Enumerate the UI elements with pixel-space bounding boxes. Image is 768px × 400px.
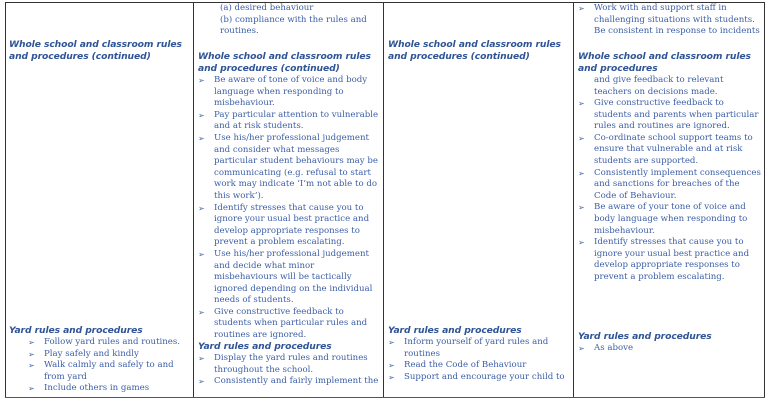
list-item: ➢ Be aware of tone of voice and body language when responding to misbehaviour.	[198, 75, 368, 109]
continued-text: (a) desired behaviour (b) compliance with the rules and routines.	[220, 3, 367, 37]
list-item: ➢ Consistently and fairly implement the	[198, 376, 379, 387]
list-item: ➢ Play safely and kindly	[28, 348, 139, 359]
continued-text: and give feedback to relevant teachers on decisions made.	[594, 75, 724, 97]
list-item: ➢ Pay particular attention to vulnerable and at risk students.	[198, 109, 379, 132]
list-item: ➢ Inform yourself of yard rules and routines	[388, 337, 549, 359]
arrow-bullet-icon: ➢	[578, 238, 585, 248]
list-item: ➢ Give constructive feedback to students and parents when particular rules and routines are ignored.	[578, 98, 759, 132]
section-heading-yard: Yard rules and procedures	[9, 325, 143, 336]
list-item: ➢ Use his/her professional judgement and consider what messages particular student behaviours may be communicating (e.g. refusal to start work may indicate ‘I’m not able to do this work’).	[198, 132, 378, 201]
arrow-bullet-icon: ➢	[578, 4, 585, 13]
section-heading-whole-school: Whole school and classroom rules and procedures (continued)	[198, 51, 371, 74]
list-item: ➢ Support and encourage your child to	[388, 371, 565, 382]
section-heading-whole-school: Whole school and classroom rules and procedures (continued)	[9, 39, 182, 62]
list-item: ➢ Co-ordinate school support teams to ensure that vulnerable and at risk students are supported.	[578, 132, 753, 166]
section-heading-yard: Yard rules and procedures	[388, 325, 522, 336]
support-list	[576, 3, 762, 26]
whole-school-list	[576, 98, 762, 284]
list-item: ➢ Follow yard rules and routines.	[28, 337, 181, 347]
list-item: ➢ Be aware of your tone of voice and body language when responding to misbehaviour.	[578, 202, 748, 236]
arrow-bullet-icon: ➢	[28, 361, 35, 371]
section-heading-whole-school: Whole school and classroom rules and procedures (continued)	[388, 39, 561, 62]
arrow-bullet-icon: ➢	[198, 110, 205, 120]
arrow-bullet-icon: ➢	[578, 344, 585, 353]
arrow-bullet-icon: ➢	[198, 133, 205, 143]
column-students	[5, 3, 193, 397]
list-item: ➢ Include others in games	[28, 383, 150, 394]
arrow-bullet-icon: ➢	[578, 133, 585, 143]
arrow-bullet-icon: ➢	[198, 307, 205, 317]
arrow-bullet-icon: ➢	[578, 99, 585, 108]
arrow-bullet-icon: ➢	[198, 377, 205, 387]
arrow-bullet-icon: ➢	[578, 168, 585, 178]
list-item: ➢ Work with and support staff in challenging situations with students.	[578, 3, 755, 25]
yard-rules-list	[386, 337, 570, 383]
arrow-bullet-icon: ➢	[198, 249, 205, 259]
list-item: ➢ Walk calmly and safely to and from yard	[28, 360, 174, 382]
list-item: ➢ Use his/her professional judgement and decide what minor misbehaviours will be tactically ignored depending on the individual needs of students.	[198, 248, 373, 306]
section-heading-yard: Yard rules and procedures	[198, 341, 332, 352]
arrow-bullet-icon: ➢	[198, 203, 205, 213]
yard-rules-list	[26, 337, 191, 395]
whole-school-list	[196, 75, 380, 342]
arrow-bullet-icon: ➢	[388, 338, 395, 347]
list-item: ➢ As above	[578, 343, 634, 353]
arrow-bullet-icon: ➢	[28, 384, 35, 394]
list-item: ➢ Identify stresses that cause you to ignore your usual best practice and develop appropriate responses to prevent a problem escalating.	[578, 237, 750, 282]
arrow-bullet-icon: ➢	[388, 372, 395, 382]
behaviour-table	[5, 2, 765, 398]
continued-text: Be consistent in response to incidents	[594, 26, 760, 36]
arrow-bullet-icon: ➢	[28, 349, 35, 359]
yard-rules-list	[576, 343, 762, 355]
list-item: ➢ Display the yard rules and routines throughout the school.	[198, 353, 368, 375]
yard-rules-list	[196, 353, 380, 388]
arrow-bullet-icon: ➢	[28, 338, 35, 347]
column-principal	[573, 3, 765, 397]
list-item: ➢ Identify stresses that cause you to ignore your usual best practice and develop appropriate responses to prevent a problem escalating.	[198, 202, 370, 248]
arrow-bullet-icon: ➢	[388, 361, 395, 371]
list-item: ➢ Read the Code of Behaviour	[388, 360, 527, 371]
arrow-bullet-icon: ➢	[198, 354, 205, 363]
list-item: ➢ Consistently implement consequences and sanctions for breaches of the Code of Behaviour.	[578, 167, 761, 201]
section-heading-yard: Yard rules and procedures	[578, 331, 712, 342]
list-item: ➢ Give constructive feedback to students when particular rules and routines are ignored.	[198, 306, 368, 341]
column-teachers	[193, 3, 383, 397]
arrow-bullet-icon: ➢	[578, 203, 585, 213]
arrow-bullet-icon: ➢	[198, 76, 205, 85]
column-parents	[383, 3, 573, 397]
section-heading-whole-school: Whole school and classroom rules and procedures	[578, 51, 751, 74]
